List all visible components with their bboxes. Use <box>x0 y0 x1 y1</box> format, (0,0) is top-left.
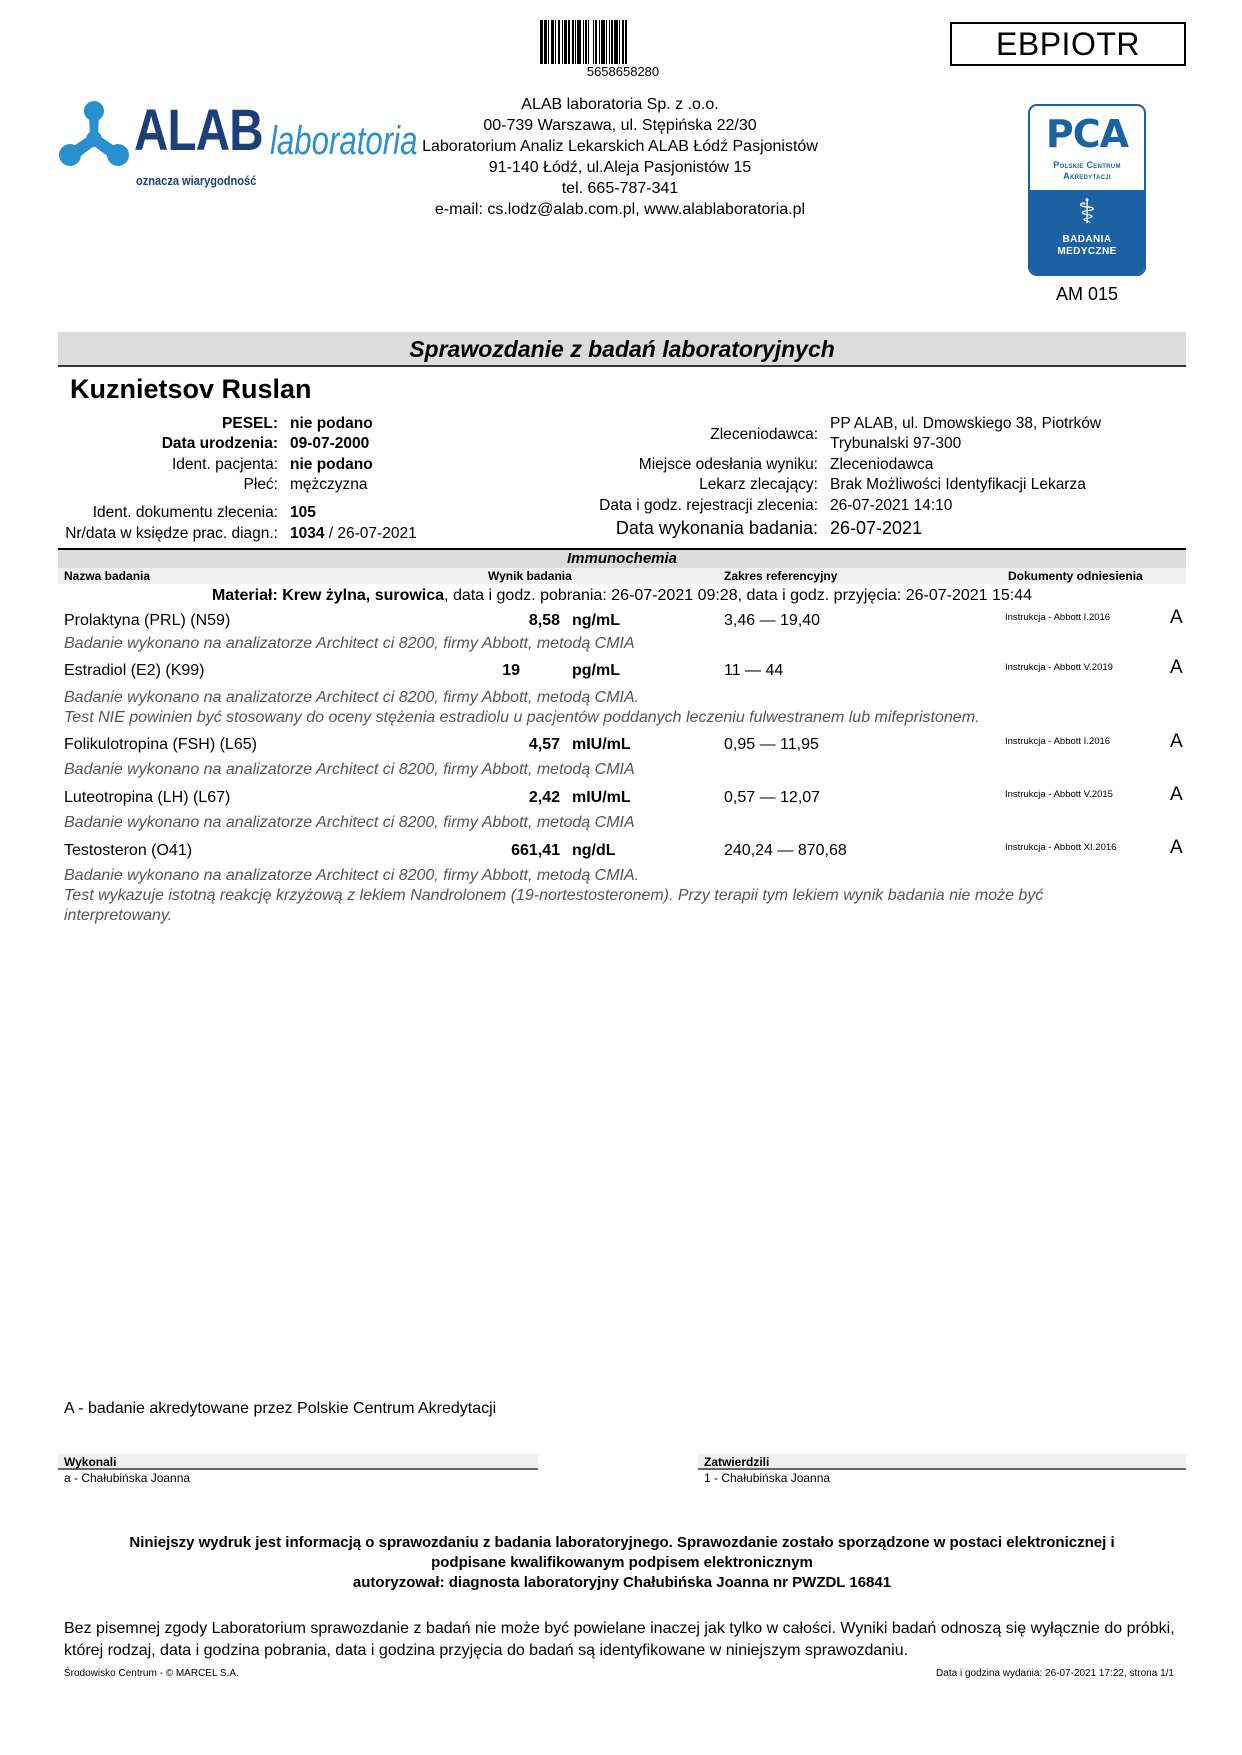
test-value: 661,41 <box>511 842 560 859</box>
test-range: 240,24 — 870,68 <box>724 842 847 859</box>
performed-by-value: a - Chałubińska Joanna <box>64 1471 191 1485</box>
test-unit: ng/dL <box>572 842 616 859</box>
approved-by-value: 1 - Chałubińska Joanna <box>704 1471 831 1485</box>
section-title: Immunochemia <box>58 550 1186 568</box>
test-name: Estradiol (E2) (K99) <box>64 662 205 679</box>
address-line: 00-739 Warszawa, ul. Stępińska 22/30 <box>483 117 757 134</box>
caduceus-icon: ⚕ <box>1077 193 1097 231</box>
test-row <box>0 607 1242 632</box>
test-doc: Instrukcja - Abbott I.2016 <box>1005 736 1111 747</box>
barcode-number: 5658658280 <box>586 64 660 79</box>
software-credit: Środowisko Centrum - © MARCEL S.A. <box>64 1668 239 1679</box>
test-note: Badanie wykonano na analizatorze Architect ci 8200, firmy Abbott, metodą CMIA. <box>64 689 640 706</box>
test-note: Test NIE powinien być stosowany do oceny stężenia estradiolu u pacjentów poddanych leczeniu fulwestranem lub mifepristonem. <box>64 709 980 726</box>
test-doc: Instrukcja - Abbott V.2019 <box>1005 662 1113 673</box>
pca-accreditation-badge <box>1028 104 1146 276</box>
test-unit: mIU/mL <box>572 736 631 753</box>
info-pesel: PESEL: nie podano <box>222 415 373 432</box>
accreditation-mark: A <box>1170 657 1183 678</box>
electronic-signature-disclaimer: Niniejszy wydruk jest informacją o sprawozdaniu z badania laboratoryjnego. Sprawozdanie zostało sporządzone w postaci elektronicznej i podpisane kwalifikowanym podpisem elektronicznym autoryzował: diagnosta laboratoryjny Chałubińska Joanna nr PWZDL 16841 <box>129 1534 1115 1591</box>
test-value: 19 <box>502 662 520 679</box>
alab-molecule-icon <box>58 99 130 171</box>
info-ordering-doctor: Lekarz zlecający: Brak Możliwości Identyfikacji Lekarza <box>699 476 1086 493</box>
address-line: ALAB laboratoria Sp. z .o.o. <box>521 96 719 113</box>
info-ordering-party-value: PP ALAB, ul. Dmowskiego 38, Piotrków Trybunalski 97-300 <box>830 415 1102 452</box>
test-value: 8,58 <box>528 612 560 629</box>
performed-by-label: Wykonali <box>58 1454 538 1470</box>
test-note: Test wykazuje istotną reakcję krzyżową z lekiem Nandrolonem (19-nortestosteronem). Przy terapii tym lekiem wynik badania nie może być <box>64 887 1044 904</box>
col-header-docs: Dokumenty odniesienia <box>1008 569 1143 583</box>
logo-subtitle: laboratoria <box>270 119 418 163</box>
accreditation-mark: A <box>1170 607 1183 628</box>
col-header-result: Wynik badania <box>488 569 572 583</box>
info-exam-date: Data wykonania badania: 26-07-2021 <box>615 518 923 538</box>
test-note: Badanie wykonano na analizatorze Architect ci 8200, firmy Abbott, metodą CMIA <box>64 635 635 652</box>
approved-by-block <box>698 1454 1186 1486</box>
col-header-range: Zakres referencyjny <box>724 569 838 583</box>
info-birth-date: Data urodzenia: 09-07-2000 <box>161 435 370 452</box>
issue-date-page: Data i godzina wydania: 26-07-2021 17:22, strona 1/1 <box>936 1668 1174 1679</box>
address-line: e-mail: cs.lodz@alab.com.pl, www.alablaboratoria.pl <box>434 201 806 218</box>
info-sex: Płeć: mężczyzna <box>243 476 368 493</box>
report-title: Sprawozdanie z badań laboratoryjnych <box>58 332 1186 367</box>
address-line: 91-140 Łódź, ul.Aleja Pasjonistów 15 <box>488 159 752 176</box>
accreditation-mark: A <box>1170 731 1183 752</box>
test-doc: Instrukcja - Abbott I.2016 <box>1005 612 1111 623</box>
lab-address <box>400 94 840 220</box>
accreditation-mark: A <box>1170 837 1183 858</box>
pca-bottom-line-2: MEDYCZNE <box>1057 246 1117 257</box>
accreditation-legend: A - badanie akredytowane przez Polskie Centrum Akredytacji <box>64 1400 497 1417</box>
info-result-destination: Miejsce odesłania wyniku: Zleceniodawca <box>638 456 934 473</box>
test-range: 0,57 — 12,07 <box>724 789 821 806</box>
info-book-number: Nr/data w księdze prac. diagn.: 1034 / 26-07-2021 <box>65 525 417 542</box>
material-info: Materiał: Krew żylna, surowica, data i godz. pobrania: 26-07-2021 09:28, data i godz. przyjęcia: 26-07-2021 15:44 <box>211 587 1033 604</box>
test-row <box>0 784 1242 809</box>
address-line: tel. 665-787-341 <box>561 180 679 197</box>
test-note: Badanie wykonano na analizatorze Architect ci 8200, firmy Abbott, metodą CMIA <box>64 761 635 778</box>
test-doc: Instrukcja - Abbott XI.2016 <box>1005 842 1117 853</box>
test-value: 4,57 <box>528 736 560 753</box>
info-registration-date: Data i godz. rejestracji zlecenia: 26-07-2021 14:10 <box>599 497 953 514</box>
pca-line-1: Polskie Centrum <box>1053 160 1121 170</box>
approved-by-label: Zatwierdzili <box>698 1454 1186 1470</box>
logo-name: ALAB <box>134 98 263 163</box>
performed-by-block <box>58 1454 538 1486</box>
client-code-box: EBPIOTR <box>950 22 1186 66</box>
info-patient-id: Ident. pacjenta: nie podano <box>172 456 373 473</box>
test-note: Badanie wykonano na analizatorze Architect ci 8200, firmy Abbott, metodą CMIA. <box>64 867 640 884</box>
test-name: Folikulotropina (FSH) (L65) <box>64 736 257 753</box>
test-range: 0,95 — 11,95 <box>724 736 819 753</box>
copy-notice: Bez pisemnej zgody Laboratorium sprawozdanie z badań nie może być powielane inaczej jak tylko w całości. Wyniki badań odnoszą się wyłącznie do próbki, której rodzaj, data i godzina pobrania, data i godzina przyjęcia do badań są identyfikowane w niniejszym sprawozdaniu. <box>64 1620 1175 1659</box>
test-name: Prolaktyna (PRL) (N59) <box>64 612 231 629</box>
accreditation-mark: A <box>1170 784 1183 805</box>
address-line: Laboratorium Analiz Lekarskich ALAB Łódź Pasjonistów <box>422 138 818 155</box>
alab-logo <box>58 95 418 195</box>
test-name: Luteotropina (LH) (L67) <box>64 789 231 806</box>
barcode <box>540 20 706 64</box>
table-header <box>58 568 1186 584</box>
test-range: 11 — 44 <box>724 662 784 679</box>
test-unit: ng/mL <box>572 612 620 629</box>
pca-logo-text: PCA <box>1045 112 1129 156</box>
test-range: 3,46 — 19,40 <box>724 612 821 629</box>
patient-name: Kuznietsov Ruslan <box>70 374 312 404</box>
test-note: interpretowany. <box>64 907 173 924</box>
accreditation-code: AM 015 <box>1055 284 1119 304</box>
test-row <box>0 657 1242 682</box>
test-unit: pg/mL <box>572 662 620 679</box>
logo-tagline: oznacza wiarygodność <box>136 173 257 188</box>
test-note: Badanie wykonano na analizatorze Architect ci 8200, firmy Abbott, metodą CMIA <box>64 814 635 831</box>
info-order-doc-id: Ident. dokumentu zlecenia: 105 <box>92 504 316 521</box>
pca-line-2: Akredytacji <box>1063 171 1111 181</box>
test-doc: Instrukcja - Abbott V.2015 <box>1005 789 1113 800</box>
test-unit: mIU/mL <box>572 789 631 806</box>
info-ordering-party: Zleceniodawca: <box>710 426 818 443</box>
pca-bottom-line-1: BADANIA <box>1062 234 1112 245</box>
test-row <box>0 731 1242 756</box>
test-row <box>0 837 1242 862</box>
test-name: Testosteron (O41) <box>64 842 193 859</box>
test-value: 2,42 <box>528 789 560 806</box>
col-header-name: Nazwa badania <box>64 569 151 583</box>
